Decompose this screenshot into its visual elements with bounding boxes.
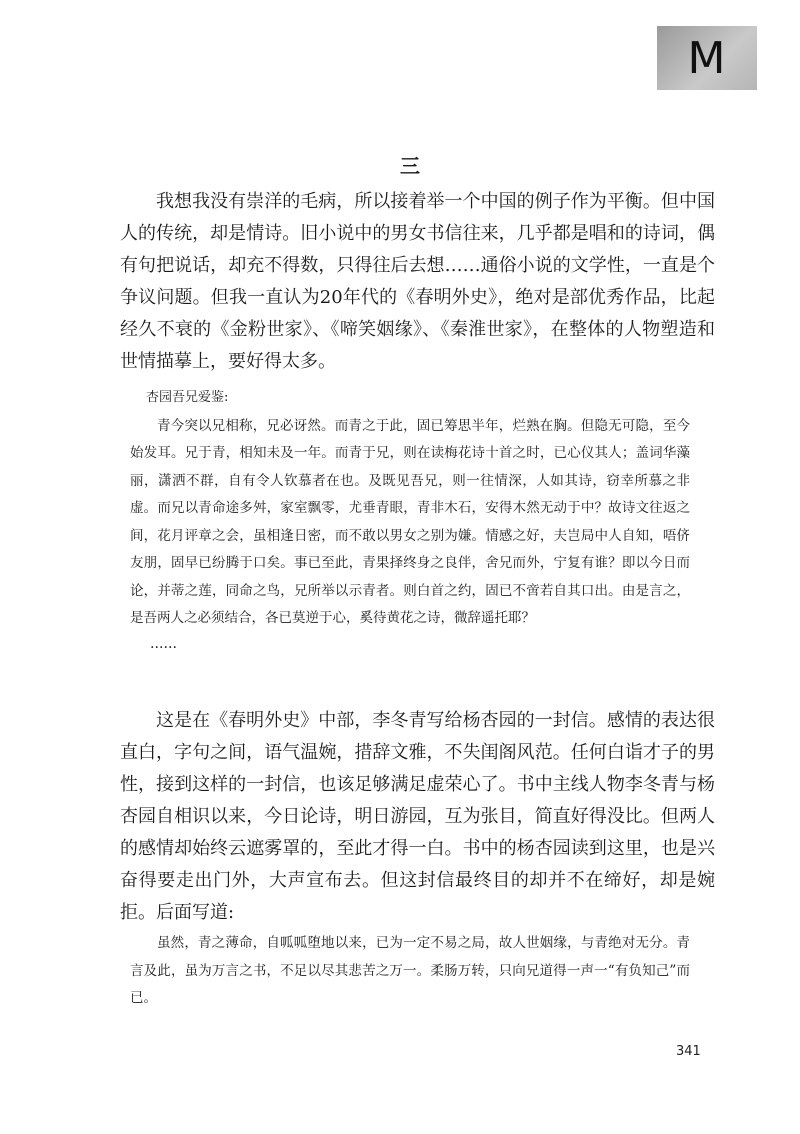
body-paragraph-2: 这是在《春明外史》中部，李冬青写给杨杏园的一封信。感情的表达很直白，字句之间，语气温婉，措辞文雅，不失闺阁风范。任何白诣才子的男性，接到这样的一封信，也该足够满足虚荣心了。书中主线人物李冬青与杨杏园自相识以来，今日论诗，明日游园，互为张目，简直好得没比。但两人的感情却始终云遮雾罩的，至此才得一白。书中的杨杏园读到这里，也是兴奋得要走出门外，大声宣布去。但这封信最终目的却并不在缔好，却是婉拒。后面写道: — [120, 710, 715, 923]
letter-ellipsis: …… — [150, 635, 177, 652]
chapter-tab — [657, 26, 757, 90]
letter-body-2: 虽然，青之薄命，自呱呱堕地以来，已为一定不易之局，故人世姻缘，与青绝对无分。青言及此，虽为万言之书，不足以尽其悲苦之万一。柔肠万转，只向兄道得一声一“有负知己”而已。 — [130, 935, 690, 1006]
letter-body-1: 青今突以兄相称，兄必讶然。而青之于此，固已筹思半年，烂熟在胸。但隐无可隐，至今始发耳。兄于青，相知未及一年。而青于兄，则在读梅花诗十首之时，已心仪其人；盖词华藻丽，潇洒不群，自有令人钦慕者在也。及既见吾兄，则一往情深，人如其诗，窃幸所慕之非虚。而兄以青命途多舛，家室飘零，尤垂青眼，青非木石，安得木然无动于中？故诗文往返之间，花月评章之会，虽相逢日密，而不敢以男女之别为嫌。情感之好，夫岂局中人自知，唔侪友朋，固早已纷腾于口矣。事已至此，青果择终身之良伴，舍兄而外，宁复有谁？即以今日而论，并蒂之莲，同命之鸟，兄所举以示青者。则白首之约，固已不啻若自其口出。由是言之，是吾两人之必须结合，各已莫逆于心，奚待黄花之诗，微辞遥托耶？ — [130, 417, 690, 626]
letter-salutation: 杏园吾兄爱鉴: — [146, 390, 229, 405]
letter-quote-2 — [130, 930, 690, 1013]
page-number: 341 — [676, 1044, 701, 1059]
section-number: 三 — [400, 154, 420, 178]
letter-quote-1 — [130, 384, 690, 655]
chapter-letter: M — [687, 32, 727, 84]
body-paragraph-1: 我想我没有崇洋的毛病，所以接着举一个中国的例子作为平衡。但中国人的传统，却是情诗。旧小说中的男女书信往来，几乎都是唱和的诗词，偶有句把说话，却充不得数，只得往后去想……通俗小说的文学性，一直是个争议问题。但我一直认为20年代的《春明外史》，绝对是部优秀作品，比起经久不衰的《金粉世家》、《啼笑姻缘》、《秦淮世家》，在整体的人物塑造和世情描摹上，要好得太多。 — [120, 191, 715, 372]
